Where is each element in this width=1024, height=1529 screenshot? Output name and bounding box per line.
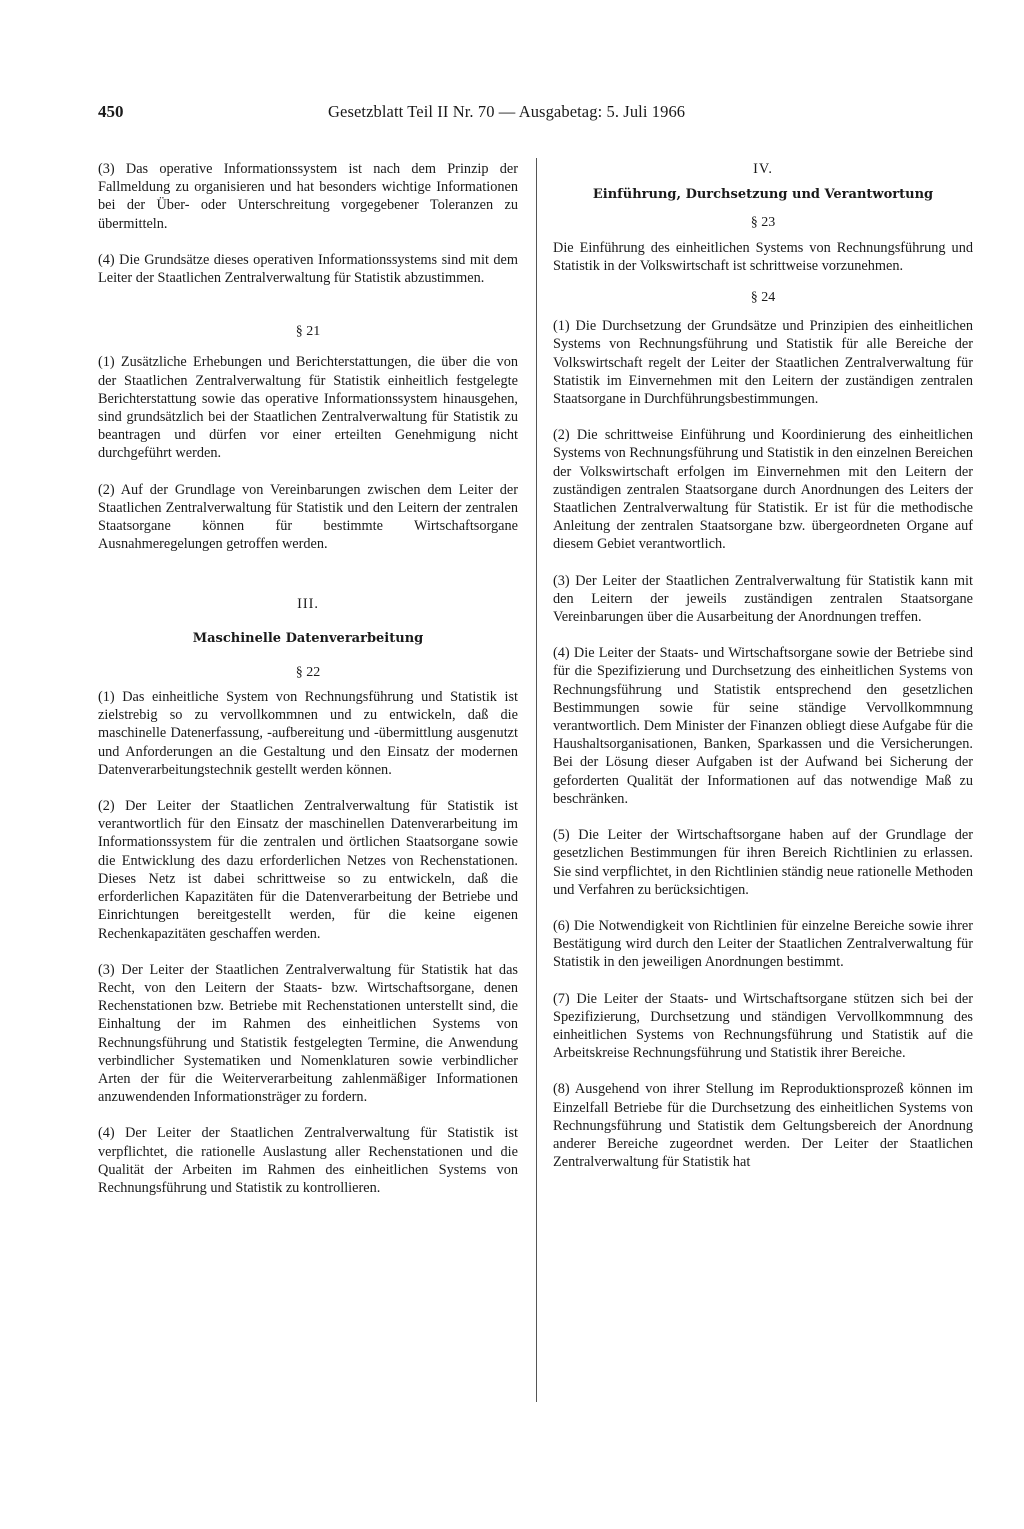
paragraph-s21-2: (2) Auf der Grundlage von Vereinbarungen zwischen dem Leiter der Staatlichen Zentralverwaltung für Statistik und den Leitern der zentralen Staatsorgane können für bestimmte Wirtschaftsorgane Ausnahmeregelungen getroffen werden. [98, 481, 518, 553]
column-divider [536, 158, 537, 1402]
section-heading-24: § 24 [750, 290, 776, 306]
paragraph-s20-4: (4) Die Grundsätze dieses operativen Informationssystems sind mit dem Leiter der Staatlichen Zentralverwaltung für Statistik abzustimmen. [98, 251, 518, 287]
paragraph-s20-3: (3) Das operative Informationssystem ist nach dem Prinzip der Fallmeldung zu organisieren und hat besonders wichtige Informationen bei der Über- oder Unterschreitung vorgegebener Toleranzen zu übermitteln. [98, 161, 518, 232]
section-title-iii: Maschinelle Datenverarbeitung [192, 630, 424, 646]
paragraph-s23: Die Einführung des einheitlichen Systems von Rechnungsführung und Statistik in der Volkswirtschaft ist schrittweise vorzunehmen. [553, 239, 973, 274]
section-title-iv: Einführung, Durchsetzung und Verantwortung [592, 187, 934, 203]
section-heading-22: § 22 [295, 664, 321, 680]
paragraph-s24-7: (7) Die Leiter der Staats- und Wirtschaftsorgane stützen sich bei der Spezifizierung, Durchsetzung und ständigen Vervollkommnung des einheitlichen Systems von Rechnungsführung und Statistik auf die Arbeitskreise Rechnungsführung und Statistik ihrer Bereiche. [553, 990, 973, 1062]
paragraph-s24-5: (5) Die Leiter der Wirtschaftsorgane haben auf der Grundlage der gesetzlichen Bestimmungen für ihren Bereich Richtlinien zu erlassen. Sie sind verpflichtet, in den Richtlinien ständig neue rationelle Methoden und Verfahren zu berücksichtigen. [553, 827, 973, 898]
paragraph-s22-1: (1) Das einheitliche System von Rechnungsführung und Statistik ist zielstrebig so zu vervollkommnen und zu entwickeln, daß die maschinelle Datenerfassung, -aufbereitung und -übermittlung ausgenutzt und Anforderungen an die Gestaltung und den Einsatz der modernen Datenverarbeitungstechnik gestellt werden können. [98, 689, 518, 778]
paragraph-s24-4: (4) Die Leiter der Staats- und Wirtschaftsorgane sowie der Betriebe sind für die Spezifizierung und Durchsetzung des einheitlichen Systems von Rechnungsführung und Statistik entsprechend den gesetzlichen Bestimmungen sowie für seine ständige Vervollkommnung verantwortlich. Dem Minister der Finanzen obliegt diese Aufgabe für die Haushaltsorganisationen, Banken, Sparkassen und die Versicherungen. Bei der Lösung dieser Aufgaben ist der Aufwand bei Sicherung der geforderten Qualität der Informationen auf das notwendige Maß zu beschränken. [553, 645, 973, 807]
right-column [553, 160, 973, 1171]
paragraph-s22-2: (2) Der Leiter der Staatlichen Zentralverwaltung für Statistik ist verantwortlich für den Einsatz der maschinellen Datenverarbeitung im Informationssystem für die zentralen und örtlichen Staatsorgane sowie die Entwicklung des dazu erforderlichen Netzes von Rechenstationen. Dieses Netz ist dabei schrittweise so zu entwickeln, daß die erforderlichen Kapazitäten für die Datenverarbeitung der Betriebe und Einrichtungen bereitgestellt werden, für die keine eigenen Rechenkapazitäten geschaffen werden. [98, 798, 518, 942]
section-number-iii: III. [297, 596, 319, 613]
paragraph-s24-6: (6) Die Notwendigkeit von Richtlinien für einzelne Bereiche sowie ihrer Bestätigung wird durch den Leiter der Staatlichen Zentralverwaltung für Statistik in den jeweiligen Anordnungen bestimmt. [553, 917, 973, 971]
page-header [98, 102, 753, 126]
paragraph-s22-3: (3) Der Leiter der Staatlichen Zentralverwaltung für Statistik hat das Recht, von den Leitern der Staats- bzw. Wirtschaftsorgane, denen Rechenstationen bzw. Betriebe mit Rechenstationen unterstellt sind, die Einhaltung der im Rahmen des einheitlichen Systems von Rechnungsführung und Statistik festgelegten Termine, die Anwendung verbindlicher Systematiken und Nomenklaturen sowie verbindlicher Arten der für die Weiterverarbeitung zahlenmäßiger Informationen anzuwendenden Informationsträger zu fordern. [98, 961, 518, 1106]
running-title: Gesetzblatt Teil II Nr. 70 — Ausgabetag: 5. Juli 1966 [328, 102, 686, 121]
section-heading-21: § 21 [295, 324, 321, 340]
paragraph-s21-1: (1) Zusätzliche Erhebungen und Berichterstattungen, die über die von der Staatlichen Zentralverwaltung für Statistik einheitlich festgelegte Berichterstattung sowie das operative Informationssystem hinausgehen, sind grundsätzlich bei der Staatlichen Zentralverwaltung für Statistik zu beantragen und dürfen vor einer erteilten Genehmigung nicht durchgeführt werden. [98, 354, 518, 462]
section-number-iv: IV. [753, 161, 773, 177]
paragraph-s24-2: (2) Die schrittweise Einführung und Koordinierung des einheitlichen Systems von Rechnungsführung und Statistik in den einzelnen Bereichen der Volkswirtschaft erfolgen im Einvernehmen mit den Leitern der zuständigen zentralen Staatsorgane durch Anordnungen des Leiters der Staatlichen Zentralverwaltung für Statistik. Er ist für die methodische Anleitung der zentralen Staatsorgane bzw. übergeordneten Organe auf diesem Gebiet verantwortlich. [553, 427, 973, 553]
page-number: 450 [98, 102, 124, 121]
paragraph-s22-4: (4) Der Leiter der Staatlichen Zentralverwaltung für Statistik ist verpflichtet, die rationelle Auslastung aller Rechenstationen und die Qualität der Arbeiten im Rahmen des einheitlichen Systems von Rechnungsführung und Statistik zu kontrollieren. [98, 1125, 518, 1196]
left-column [98, 160, 518, 1197]
section-heading-23: § 23 [750, 215, 776, 231]
paragraph-s24-1: (1) Die Durchsetzung der Grundsätze und Prinzipien des einheitlichen Systems von Rechnungsführung und Statistik für alle Bereiche der Volkswirtschaft regelt der Leiter der Staatlichen Zentralverwaltung für Statistik im Einvernehmen mit den Leitern der zuständigen zentralen Staatsorgane in Durchführungsbestimmungen. [553, 318, 973, 408]
paragraph-s24-8: (8) Ausgehend von ihrer Stellung im Reproduktionsprozeß können im Einzelfall Betriebe für die Durchsetzung des einheitlichen Systems von Rechnungsführung und Statistik dem Geltungsbereich der Anordnung anderer Bereiche zugeordnet werden. Der Leiter der Staatlichen Zentralverwaltung für Statistik hat [553, 1081, 973, 1171]
paragraph-s24-3: (3) Der Leiter der Staatlichen Zentralverwaltung für Statistik kann mit den Leitern der jeweils zuständigen zentralen Staatsorgane Vereinbarungen über die Ausarbeitung der Anordnungen treffen. [553, 572, 973, 626]
